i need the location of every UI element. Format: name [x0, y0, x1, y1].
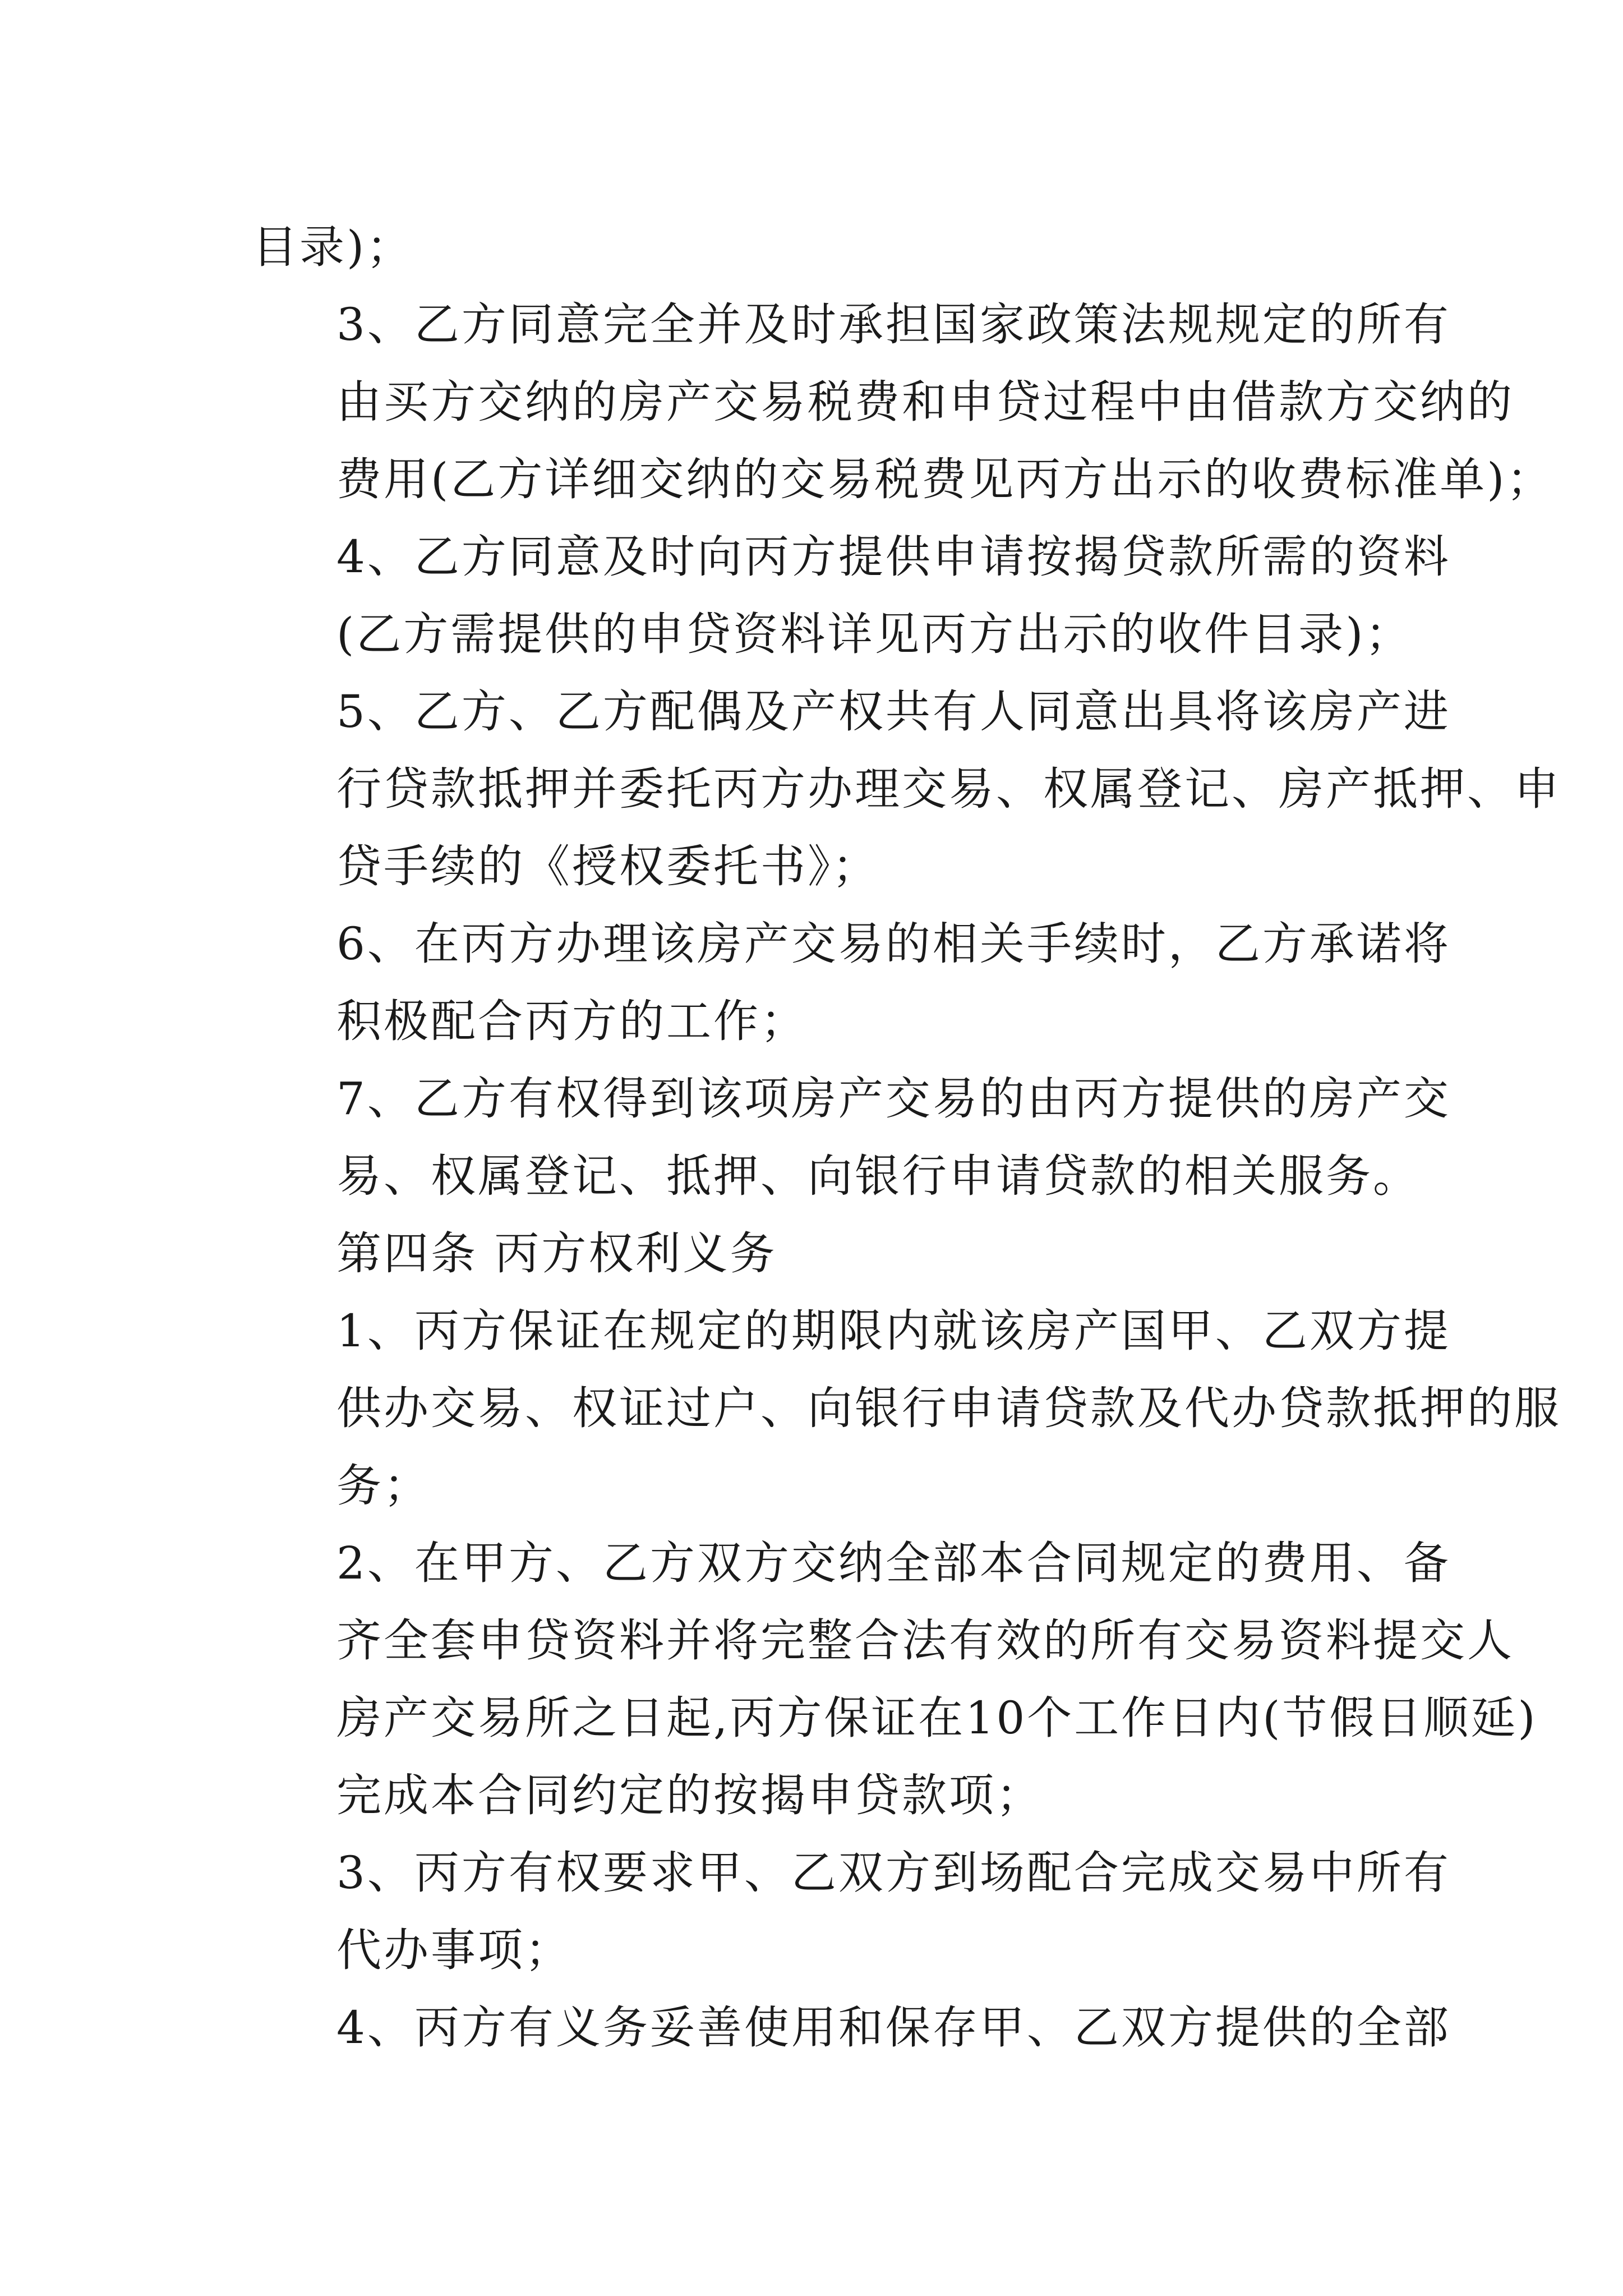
paragraph-clause-3-tax — [252, 286, 1554, 518]
text-line: 代办事项； — [336, 1924, 572, 1976]
paragraph-article-4-clause-4 — [252, 1989, 1451, 2067]
text-line: 3、乙方同意完全并及时承担国家政策法规规定的所有 — [336, 298, 1451, 351]
paragraph-clause-4-materials — [252, 518, 1451, 673]
text-line: 5、乙方、乙方配偶及产权共有人同意出具将该房产进 — [336, 685, 1451, 738]
text-line: 7、乙方有权得到该项房产交易的由丙方提供的房产交 — [336, 1073, 1451, 1125]
text-line: 积极配合丙方的工作； — [336, 995, 808, 1047]
text-line: 供办交易、权证过户、向银行申请贷款及代办贷款抵押的服 — [336, 1382, 1561, 1434]
text-line: 3、丙方有权要求甲、乙双方到场配合完成交易中所有 — [336, 1847, 1451, 1899]
text-line: 房产交易所之日起,丙方保证在10个工作日内(节假日顺延) — [336, 1692, 1538, 1744]
text-line: 贷手续的《授权委托书》； — [336, 840, 879, 892]
text-line: 6、在丙方办理该房产交易的相关手续时，乙方承诺将 — [336, 918, 1451, 970]
text-line: 4、乙方同意及时向丙方提供申请按揭贷款所需的资料 — [336, 531, 1451, 583]
text-line: 目录)； — [252, 221, 414, 273]
text-line: 行贷款抵押并委托丙方办理交易、权属登记、房产抵押、申 — [336, 763, 1561, 815]
text-line: (乙方需提供的申贷资料详见丙方出示的收件目录)； — [336, 608, 1413, 660]
paragraph-article-4-clause-1 — [252, 1292, 1561, 1525]
text-line: 2、在甲方、乙方双方交纳全部本合同规定的费用、备 — [336, 1537, 1451, 1589]
paragraph-clause-7-services — [252, 1060, 1451, 1215]
paragraph-clause-6-cooperation — [252, 905, 1451, 1060]
paragraph-article-4-clause-3 — [252, 1834, 1451, 1989]
text-line: 4、丙方有义务妥善使用和保存甲、乙双方提供的全部 — [336, 2001, 1451, 2054]
paragraph-clause-5-authorization — [252, 673, 1561, 905]
text-line: 易、权属登记、抵押、向银行申请贷款的相关服务。 — [336, 1150, 1420, 1202]
text-line: 1、丙方保证在规定的期限内就该房产国甲、乙双方提 — [336, 1305, 1451, 1357]
text-line: 务； — [336, 1460, 431, 1512]
text-line: 完成本合同约定的按揭申贷款项； — [336, 1769, 1043, 1821]
text-line: 由买方交纳的房产交易税费和申贷过程中由借款方交纳的 — [336, 376, 1514, 428]
paragraph-article-4-clause-2 — [252, 1525, 1538, 1834]
document-body — [252, 209, 1561, 2067]
text-line: 齐全套申贷资料并将完整合法有效的所有交易资料提交人 — [336, 1614, 1514, 1667]
text-line: 费用(乙方详细交纳的交易税费见丙方出示的收费标准单)； — [336, 453, 1554, 505]
paragraph-catalog-end — [252, 209, 1380, 286]
section-heading: 第四条 丙方权利义务 — [336, 1227, 777, 1280]
section-heading-article-4 — [252, 1215, 1380, 1292]
